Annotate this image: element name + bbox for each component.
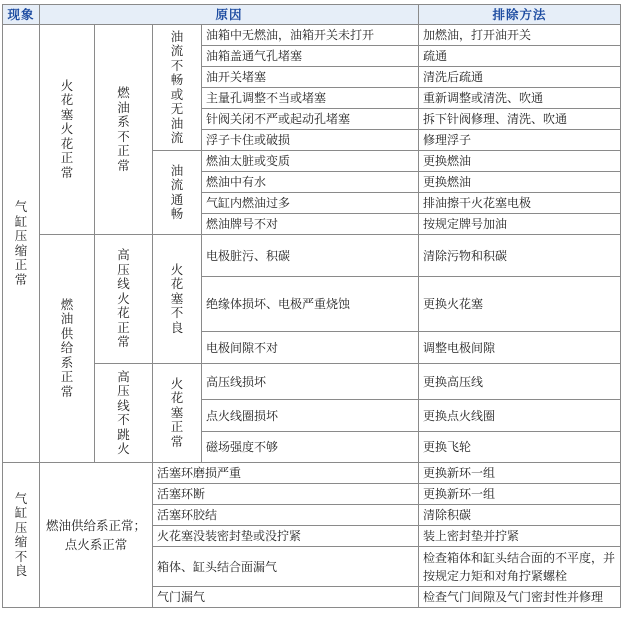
- solution-cell: 拆下针阀修理、清洗、吹通: [419, 109, 621, 130]
- solution-cell: 更换火花塞: [419, 277, 621, 332]
- group-hv-no-jump: 高压线不跳火: [95, 364, 153, 463]
- troubleshooting-table: [2, 4, 621, 608]
- group-oil-not-flowing: 油流不畅或无油流: [153, 25, 202, 151]
- solution-cell: 按规定牌号加油: [419, 214, 621, 235]
- solution-cell: 清除污物和积碳: [419, 235, 621, 277]
- cause-cell: 磁场强度不够: [202, 432, 419, 463]
- cause-cell: 燃油中有水: [202, 172, 419, 193]
- group-plug-bad: 火花塞不良: [153, 235, 202, 364]
- cause-cell: 高压线损坏: [202, 364, 419, 400]
- cause-cell: 燃油太脏或变质: [202, 151, 419, 172]
- cause-cell: 活塞环断: [153, 484, 419, 505]
- table-row: [3, 235, 621, 277]
- cause-cell: 活塞环磨损严重: [153, 463, 419, 484]
- solution-cell: 检查箱体和缸头结合面的不平度，并按规定力矩和对角拧紧螺栓: [419, 547, 621, 587]
- group-plug-normal: 火花塞正常: [153, 364, 202, 463]
- solution-cell: 更换新环一组: [419, 463, 621, 484]
- solution-cell: 重新调整或清洗、吹通: [419, 88, 621, 109]
- solution-cell: 修理浮子: [419, 130, 621, 151]
- solution-cell: 清洗后疏通: [419, 67, 621, 88]
- header-cause: 原因: [40, 5, 419, 25]
- solution-cell: 更换高压线: [419, 364, 621, 400]
- cause-cell: 燃油牌号不对: [202, 214, 419, 235]
- solution-cell: 疏通: [419, 46, 621, 67]
- group-compression-bad: 气缸压缩不良: [3, 463, 40, 608]
- cause-cell: 油箱中无燃油，油箱开关未打开: [202, 25, 419, 46]
- group-fuel-abnormal: 燃油系不正常: [95, 25, 153, 235]
- header-phenomenon: 现象: [3, 5, 40, 25]
- solution-cell: 装上密封垫并拧紧: [419, 526, 621, 547]
- cause-cell: 主量孔调整不当或堵塞: [202, 88, 419, 109]
- solution-cell: 清除积碳: [419, 505, 621, 526]
- table-row: [3, 25, 621, 46]
- group-fuel-normal: 燃油供给系正常: [40, 235, 95, 463]
- table-row: [3, 364, 621, 400]
- solution-cell: 更换点火线圈: [419, 400, 621, 432]
- cause-cell: 气门漏气: [153, 587, 419, 608]
- solution-cell: 检查气门间隙及气门密封性并修理: [419, 587, 621, 608]
- solution-cell: 更换燃油: [419, 172, 621, 193]
- group-compression-normal: 气缸压缩正常: [3, 25, 40, 463]
- solution-cell: 更换新环一组: [419, 484, 621, 505]
- cause-cell: 火花塞没装密封垫或没拧紧: [153, 526, 419, 547]
- solution-cell: 调整电极间隙: [419, 332, 621, 364]
- cause-cell: 点火线圈损坏: [202, 400, 419, 432]
- cause-cell: 绝缘体损坏、电极严重烧蚀: [202, 277, 419, 332]
- cause-cell: 针阀关闭不严或起动孔堵塞: [202, 109, 419, 130]
- cause-cell: 气缸内燃油过多: [202, 193, 419, 214]
- solution-cell: 更换飞轮: [419, 432, 621, 463]
- solution-cell: 加燃油，打开油开关: [419, 25, 621, 46]
- group-fuel-ign-normal: 燃油供给系正常；点火系正常: [40, 463, 153, 608]
- cause-cell: 电极脏污、积碳: [202, 235, 419, 277]
- group-spark-normal: 火花塞火花正常: [40, 25, 95, 235]
- solution-cell: 排油擦干火花塞电极: [419, 193, 621, 214]
- header-row: [3, 5, 621, 25]
- solution-cell: 更换燃油: [419, 151, 621, 172]
- table-row: [3, 463, 621, 484]
- cause-cell: 箱体、缸头结合面漏气: [153, 547, 419, 587]
- cause-cell: 电极间隙不对: [202, 332, 419, 364]
- header-solution: 排除方法: [419, 5, 621, 25]
- cause-cell: 浮子卡住或破损: [202, 130, 419, 151]
- cause-cell: 油箱盖通气孔堵塞: [202, 46, 419, 67]
- cause-cell: 油开关堵塞: [202, 67, 419, 88]
- group-hv-spark-normal: 高压线火花正常: [95, 235, 153, 364]
- cause-cell: 活塞环胶结: [153, 505, 419, 526]
- group-oil-flowing: 油流通畅: [153, 151, 202, 235]
